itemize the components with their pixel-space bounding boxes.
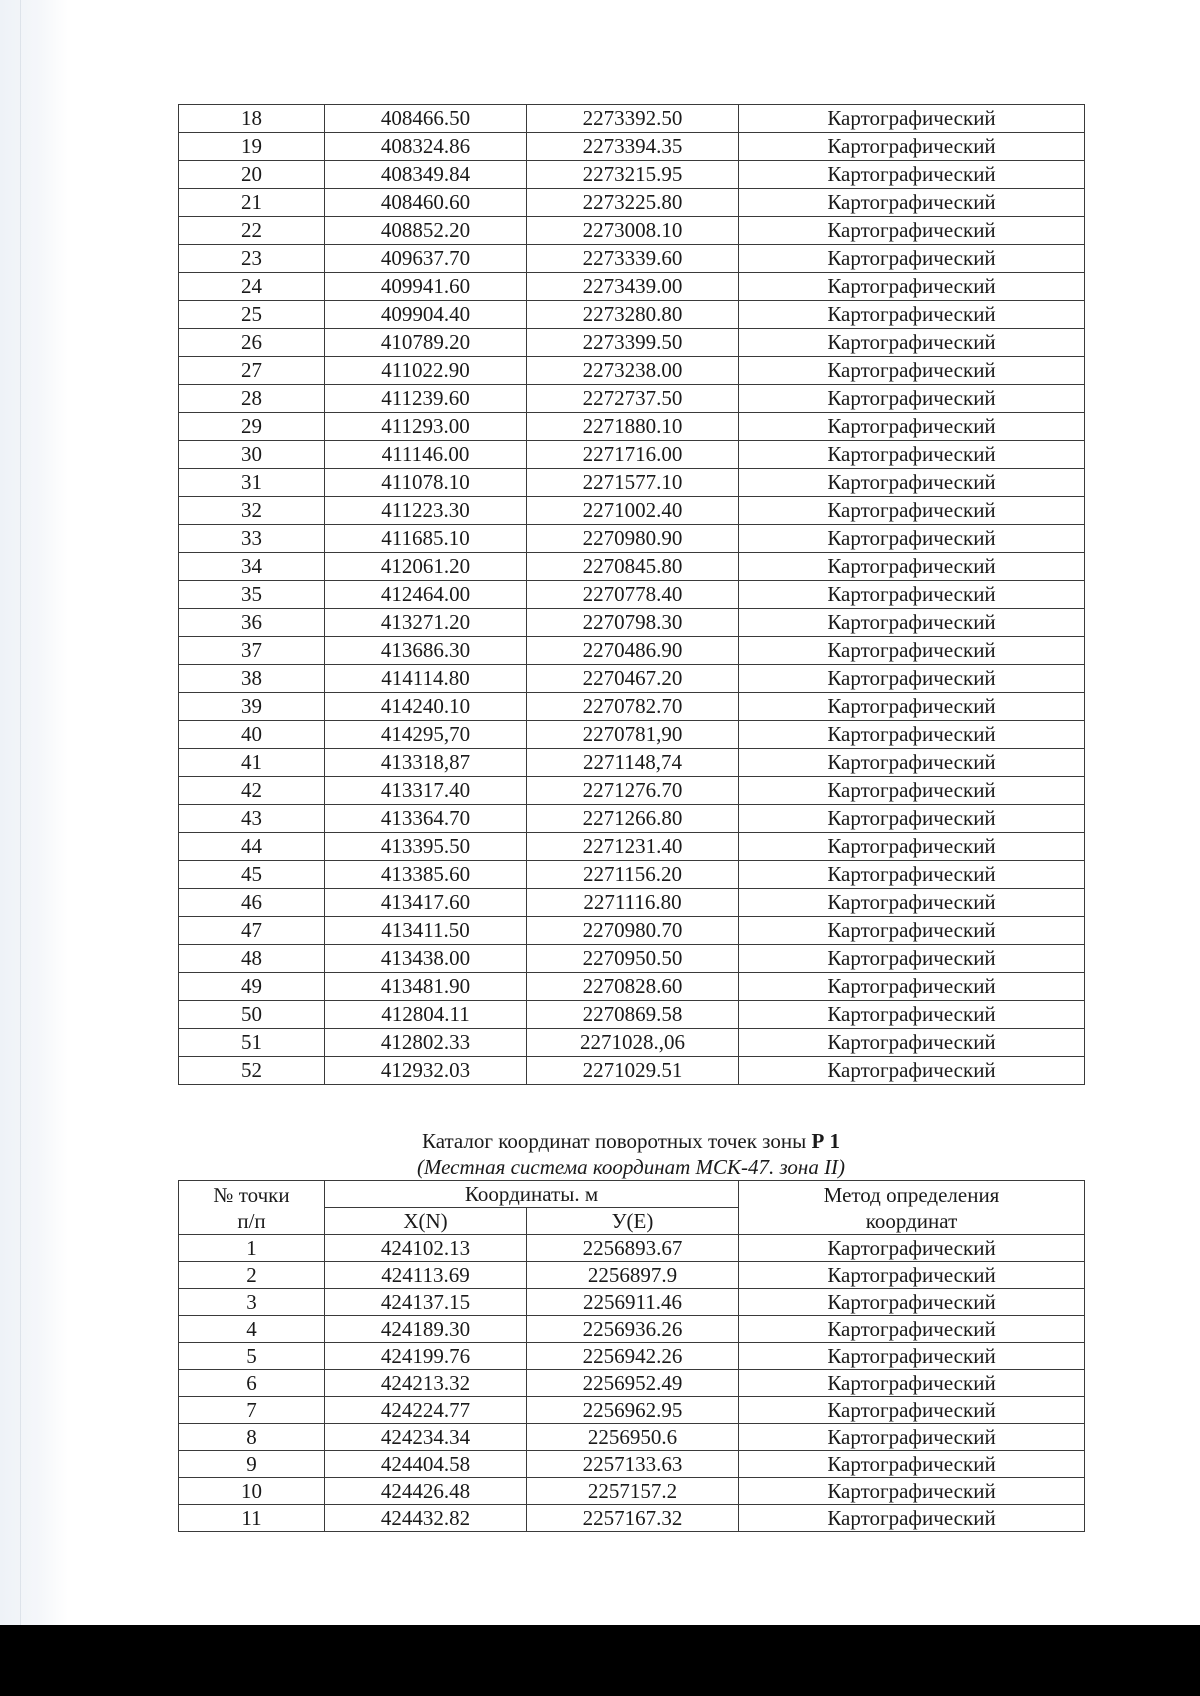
- table-row: [179, 553, 1085, 581]
- y-cell: 2270950.50: [527, 945, 739, 973]
- y-cell: 2271276.70: [527, 777, 739, 805]
- point-no-cell: 31: [179, 469, 325, 497]
- table-row: [179, 721, 1085, 749]
- table-row: [179, 329, 1085, 357]
- point-no-cell: 30: [179, 441, 325, 469]
- x-cell: 424224.77: [325, 1397, 527, 1424]
- catalog-subtitle: (Местная система координат МСК-47. зона II): [416, 1155, 846, 1179]
- y-cell: 2271880.10: [527, 413, 739, 441]
- method-cell: Картографический: [739, 581, 1085, 609]
- method-cell: Картографический: [739, 749, 1085, 777]
- point-no-cell: 19: [179, 133, 325, 161]
- table-row: [179, 1505, 1085, 1532]
- table-row: [179, 1451, 1085, 1478]
- y-cell: 2273008.10: [527, 217, 739, 245]
- table-row: [179, 777, 1085, 805]
- x-cell: 408324.86: [325, 133, 527, 161]
- y-cell: 2257157.2: [527, 1478, 739, 1505]
- table-body: [179, 105, 1085, 1085]
- y-cell: 2256952.49: [527, 1370, 739, 1397]
- y-cell: 2272737.50: [527, 385, 739, 413]
- y-cell: 2270980.90: [527, 525, 739, 553]
- x-cell: 414240.10: [325, 693, 527, 721]
- y-cell: 2270781,90: [527, 721, 739, 749]
- point-no-header-line1: № точки: [213, 1182, 290, 1207]
- y-cell: 2271148,74: [527, 749, 739, 777]
- point-no-cell: 1: [179, 1235, 325, 1262]
- point-no-cell: 6: [179, 1370, 325, 1397]
- y-cell: 2273394.35: [527, 133, 739, 161]
- y-cell: 2256950.6: [527, 1424, 739, 1451]
- point-no-cell: 8: [179, 1424, 325, 1451]
- zone-label: Р 1: [811, 1129, 841, 1153]
- y-cell: 2271266.80: [527, 805, 739, 833]
- y-cell: 2270778.40: [527, 581, 739, 609]
- method-cell: Картографический: [739, 413, 1085, 441]
- method-header-line2: координат: [865, 1208, 958, 1233]
- coordinates-table-continued: [178, 104, 1085, 1085]
- method-header-line1: Метод определения: [823, 1182, 1000, 1207]
- x-cell: 411223.30: [325, 497, 527, 525]
- point-no-cell: 27: [179, 357, 325, 385]
- x-cell: 413271.20: [325, 609, 527, 637]
- point-no-cell: 51: [179, 1029, 325, 1057]
- point-no-cell: 40: [179, 721, 325, 749]
- method-cell: Картографический: [739, 945, 1085, 973]
- x-cell: 413686.30: [325, 637, 527, 665]
- x-cell: 411293.00: [325, 413, 527, 441]
- table-row: [179, 1397, 1085, 1424]
- x-cell: 412932.03: [325, 1057, 527, 1085]
- y-cell: 2273439.00: [527, 273, 739, 301]
- point-no-cell: 28: [179, 385, 325, 413]
- method-cell: Картографический: [739, 1451, 1085, 1478]
- x-cell: 412804.11: [325, 1001, 527, 1029]
- table-row: [179, 385, 1085, 413]
- scan-page-edge: [0, 0, 68, 1625]
- method-cell: Картографический: [739, 301, 1085, 329]
- point-no-cell: 2: [179, 1262, 325, 1289]
- y-cell: 2256911.46: [527, 1289, 739, 1316]
- table-row: [179, 133, 1085, 161]
- table-body: [179, 1235, 1085, 1532]
- method-cell: Картографический: [739, 245, 1085, 273]
- method-cell: Картографический: [739, 609, 1085, 637]
- table-row: [179, 609, 1085, 637]
- catalog-title: [178, 1128, 1084, 1154]
- x-cell: 413481.90: [325, 973, 527, 1001]
- y-cell: 2256942.26: [527, 1343, 739, 1370]
- point-no-cell: 33: [179, 525, 325, 553]
- method-cell: Картографический: [739, 1505, 1085, 1532]
- method-cell: Картографический: [739, 693, 1085, 721]
- y-cell: 2273339.60: [527, 245, 739, 273]
- table-row: [179, 637, 1085, 665]
- method-cell: Картографический: [739, 1235, 1085, 1262]
- table-row: [179, 805, 1085, 833]
- table-row: [179, 1424, 1085, 1451]
- method-cell: Картографический: [739, 889, 1085, 917]
- x-cell: 413417.60: [325, 889, 527, 917]
- x-cell: 413385.60: [325, 861, 527, 889]
- table-row: [179, 1370, 1085, 1397]
- method-cell: Картографический: [739, 357, 1085, 385]
- table-row: [179, 273, 1085, 301]
- y-cell: 2270467.20: [527, 665, 739, 693]
- method-cell: Картографический: [739, 1424, 1085, 1451]
- method-cell: Картографический: [739, 637, 1085, 665]
- method-cell: Картографический: [739, 497, 1085, 525]
- table-row: [179, 889, 1085, 917]
- y-cell: 2273399.50: [527, 329, 739, 357]
- method-cell: Картографический: [739, 1397, 1085, 1424]
- point-no-cell: 18: [179, 105, 325, 133]
- table-row: [179, 1478, 1085, 1505]
- x-cell: 410789.20: [325, 329, 527, 357]
- y-cell: 2273215.95: [527, 161, 739, 189]
- x-cell: 412464.00: [325, 581, 527, 609]
- x-cell: 409904.40: [325, 301, 527, 329]
- table-row: [179, 1289, 1085, 1316]
- y-header: У(Е): [527, 1208, 739, 1235]
- method-cell: Картографический: [739, 441, 1085, 469]
- method-cell: Картографический: [739, 525, 1085, 553]
- point-no-cell: 42: [179, 777, 325, 805]
- y-cell: 2271577.10: [527, 469, 739, 497]
- x-cell: 413317.40: [325, 777, 527, 805]
- table-row: [179, 1262, 1085, 1289]
- method-cell: Картографический: [739, 1370, 1085, 1397]
- method-cell: Картографический: [739, 777, 1085, 805]
- x-cell: 414295,70: [325, 721, 527, 749]
- method-cell: Картографический: [739, 553, 1085, 581]
- method-cell: Картографический: [739, 861, 1085, 889]
- method-cell: Картографический: [739, 469, 1085, 497]
- point-no-cell: 26: [179, 329, 325, 357]
- method-cell: Картографический: [739, 189, 1085, 217]
- table-row: [179, 1316, 1085, 1343]
- x-cell: 411022.90: [325, 357, 527, 385]
- point-no-cell: 46: [179, 889, 325, 917]
- point-no-cell: 32: [179, 497, 325, 525]
- method-cell: Картографический: [739, 385, 1085, 413]
- table-row: [179, 161, 1085, 189]
- method-cell: Картографический: [739, 1343, 1085, 1370]
- x-cell: 413438.00: [325, 945, 527, 973]
- table-row: [179, 441, 1085, 469]
- y-cell: 2273238.00: [527, 357, 739, 385]
- x-cell: 424189.30: [325, 1316, 527, 1343]
- y-cell: 2271716.00: [527, 441, 739, 469]
- x-cell: 412061.20: [325, 553, 527, 581]
- point-no-cell: 50: [179, 1001, 325, 1029]
- table-row: [179, 357, 1085, 385]
- y-cell: 2257133.63: [527, 1451, 739, 1478]
- point-no-cell: 41: [179, 749, 325, 777]
- method-cell: Картографический: [739, 805, 1085, 833]
- point-no-cell: 10: [179, 1478, 325, 1505]
- point-no-cell: 23: [179, 245, 325, 273]
- x-cell: 412802.33: [325, 1029, 527, 1057]
- coords-header: Координаты. м: [325, 1181, 739, 1208]
- point-no-cell: 52: [179, 1057, 325, 1085]
- x-cell: 411685.10: [325, 525, 527, 553]
- method-cell: Картографический: [739, 133, 1085, 161]
- y-cell: 2270869.58: [527, 1001, 739, 1029]
- catalog-title-text: Каталог координат поворотных точек зоны: [421, 1129, 807, 1153]
- x-cell: 414114.80: [325, 665, 527, 693]
- y-cell: 2256936.26: [527, 1316, 739, 1343]
- y-cell: 2271116.80: [527, 889, 739, 917]
- y-cell: 2270782.70: [527, 693, 739, 721]
- x-cell: 413318,87: [325, 749, 527, 777]
- method-cell: Картографический: [739, 721, 1085, 749]
- table-row: [179, 301, 1085, 329]
- point-no-cell: 21: [179, 189, 325, 217]
- y-cell: 2271029.51: [527, 1057, 739, 1085]
- table-row: [179, 189, 1085, 217]
- method-cell: Картографический: [739, 1478, 1085, 1505]
- method-cell: Картографический: [739, 665, 1085, 693]
- y-cell: 2256893.67: [527, 1235, 739, 1262]
- table-row: [179, 945, 1085, 973]
- x-cell: 413364.70: [325, 805, 527, 833]
- y-cell: 2256897.9: [527, 1262, 739, 1289]
- x-cell: 424404.58: [325, 1451, 527, 1478]
- y-cell: 2273392.50: [527, 105, 739, 133]
- scan-bottom-border: [0, 1625, 1200, 1696]
- point-no-cell: 44: [179, 833, 325, 861]
- method-cell: Картографический: [739, 217, 1085, 245]
- point-no-cell: 20: [179, 161, 325, 189]
- table-row: [179, 749, 1085, 777]
- point-no-cell: 24: [179, 273, 325, 301]
- y-cell: 2273225.80: [527, 189, 739, 217]
- x-cell: 411078.10: [325, 469, 527, 497]
- point-no-cell: 22: [179, 217, 325, 245]
- x-cell: 413395.50: [325, 833, 527, 861]
- table-row: [179, 105, 1085, 133]
- point-no-cell: 36: [179, 609, 325, 637]
- y-cell: 2271002.40: [527, 497, 739, 525]
- point-no-cell: 7: [179, 1397, 325, 1424]
- method-cell: Картографический: [739, 1289, 1085, 1316]
- table-row: [179, 245, 1085, 273]
- y-cell: 2271028.,06: [527, 1029, 739, 1057]
- table-row: [179, 1235, 1085, 1262]
- method-cell: Картографический: [739, 1029, 1085, 1057]
- x-cell: 408852.20: [325, 217, 527, 245]
- point-no-cell: 11: [179, 1505, 325, 1532]
- table-header: [179, 1181, 1085, 1235]
- x-cell: 424234.34: [325, 1424, 527, 1451]
- x-cell: 408349.84: [325, 161, 527, 189]
- method-cell: Картографический: [739, 1262, 1085, 1289]
- x-cell: 409941.60: [325, 273, 527, 301]
- y-cell: 2271231.40: [527, 833, 739, 861]
- coordinates-table-zone-p1: [178, 1180, 1085, 1532]
- y-cell: 2256962.95: [527, 1397, 739, 1424]
- point-no-cell: 45: [179, 861, 325, 889]
- table-row: [179, 413, 1085, 441]
- method-cell: Картографический: [739, 1001, 1085, 1029]
- method-cell: Картографический: [739, 273, 1085, 301]
- point-no-header-line2: п/п: [237, 1208, 266, 1233]
- table-row: [179, 217, 1085, 245]
- method-header: [739, 1181, 1085, 1235]
- point-no-cell: 48: [179, 945, 325, 973]
- table-row: [179, 581, 1085, 609]
- x-cell: 424432.82: [325, 1505, 527, 1532]
- table-row: [179, 917, 1085, 945]
- table-row: [179, 1029, 1085, 1057]
- y-cell: 2270845.80: [527, 553, 739, 581]
- x-cell: 424113.69: [325, 1262, 527, 1289]
- x-cell: 424137.15: [325, 1289, 527, 1316]
- table-row: [179, 693, 1085, 721]
- x-cell: 424199.76: [325, 1343, 527, 1370]
- x-cell: 409637.70: [325, 245, 527, 273]
- y-cell: 2270980.70: [527, 917, 739, 945]
- point-no-cell: 9: [179, 1451, 325, 1478]
- method-cell: Картографический: [739, 329, 1085, 357]
- y-cell: 2271156.20: [527, 861, 739, 889]
- table-row: [179, 1001, 1085, 1029]
- method-cell: Картографический: [739, 833, 1085, 861]
- table-row: [179, 1343, 1085, 1370]
- y-cell: 2270798.30: [527, 609, 739, 637]
- x-cell: 424213.32: [325, 1370, 527, 1397]
- x-cell: 424426.48: [325, 1478, 527, 1505]
- table-row: [179, 1057, 1085, 1085]
- method-cell: Картографический: [739, 917, 1085, 945]
- point-no-cell: 43: [179, 805, 325, 833]
- y-cell: 2273280.80: [527, 301, 739, 329]
- table-row: [179, 665, 1085, 693]
- point-no-cell: 25: [179, 301, 325, 329]
- x-cell: 424102.13: [325, 1235, 527, 1262]
- table-row: [179, 497, 1085, 525]
- point-no-cell: 49: [179, 973, 325, 1001]
- method-cell: Картографический: [739, 973, 1085, 1001]
- x-cell: 413411.50: [325, 917, 527, 945]
- method-cell: Картографический: [739, 1316, 1085, 1343]
- y-cell: 2270486.90: [527, 637, 739, 665]
- method-cell: Картографический: [739, 105, 1085, 133]
- point-no-cell: 35: [179, 581, 325, 609]
- point-no-cell: 39: [179, 693, 325, 721]
- point-no-cell: 38: [179, 665, 325, 693]
- table-row: [179, 973, 1085, 1001]
- point-no-cell: 47: [179, 917, 325, 945]
- point-no-cell: 34: [179, 553, 325, 581]
- table-row: [179, 861, 1085, 889]
- x-cell: 411239.60: [325, 385, 527, 413]
- method-cell: Картографический: [739, 161, 1085, 189]
- x-cell: 408466.50: [325, 105, 527, 133]
- point-no-cell: 29: [179, 413, 325, 441]
- point-no-cell: 37: [179, 637, 325, 665]
- point-no-header: [179, 1181, 325, 1235]
- table-row: [179, 469, 1085, 497]
- y-cell: 2270828.60: [527, 973, 739, 1001]
- x-cell: 411146.00: [325, 441, 527, 469]
- method-cell: Картографический: [739, 1057, 1085, 1085]
- table-row: [179, 525, 1085, 553]
- point-no-cell: 5: [179, 1343, 325, 1370]
- y-cell: 2257167.32: [527, 1505, 739, 1532]
- point-no-cell: 4: [179, 1316, 325, 1343]
- table-row: [179, 833, 1085, 861]
- point-no-cell: 3: [179, 1289, 325, 1316]
- x-cell: 408460.60: [325, 189, 527, 217]
- x-header: X(N): [325, 1208, 527, 1235]
